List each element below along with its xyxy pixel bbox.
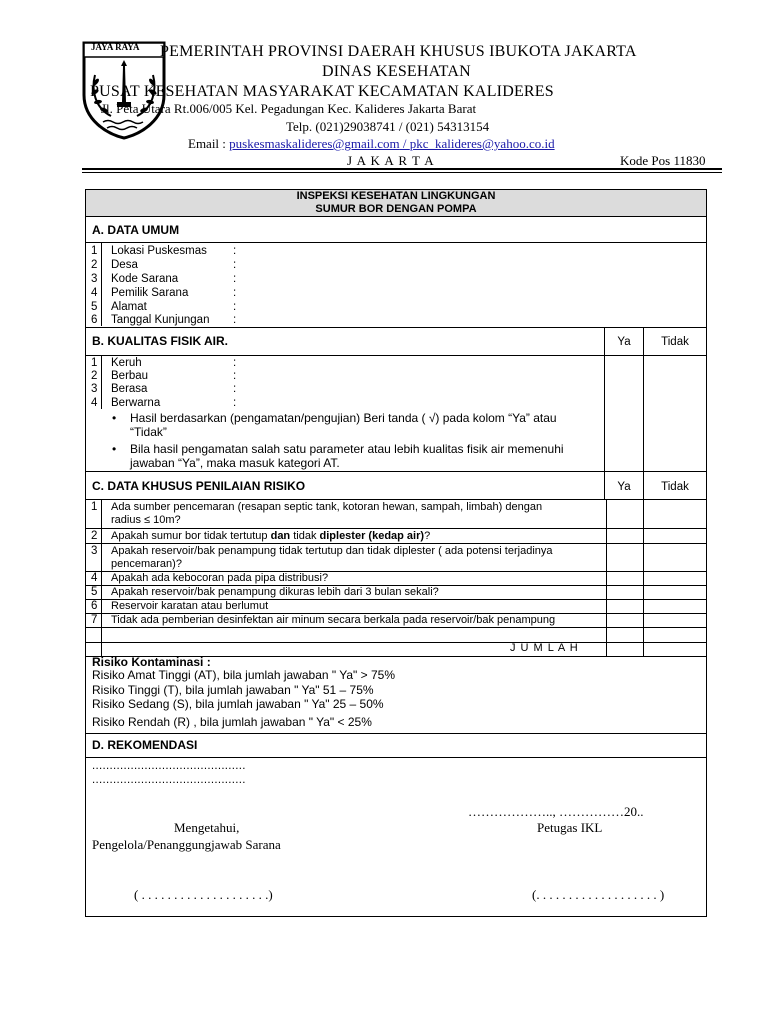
c-q2-b: dan — [270, 530, 291, 542]
rule — [86, 642, 706, 643]
c-num: 6 — [91, 600, 98, 612]
header-rule-thick — [82, 168, 722, 170]
risk-t: Risiko Tinggi (T), bila jumlah jawaban " Ya" 51 – 75% — [92, 683, 374, 697]
a-label-kode: Kode Sarana — [111, 273, 179, 285]
header-rule-thin — [82, 172, 722, 173]
email-link-gmail[interactable]: puskesmaskalideres@gmail.com — [229, 136, 400, 151]
rule — [86, 355, 706, 356]
header-city: J A K A R T A — [347, 153, 435, 168]
c-num: 5 — [91, 586, 98, 598]
signature-left: ( . . . . . . . . . . . . . . . . . . . .) — [134, 887, 273, 902]
section-b-heading: B. KUALITAS FISIK AIR. — [92, 334, 228, 348]
c-col-ya: Ya — [617, 481, 631, 493]
a-num: 4 — [91, 287, 98, 299]
b-label-berbau: Berbau — [111, 370, 149, 382]
b-note-2-line1: • Bila hasil pengamatan salah satu parameter atau lebih kualitas fisik air memenuhi — [130, 443, 564, 456]
b-col-ya: Ya — [617, 336, 631, 348]
b-note-1-line2: “Tidak” — [130, 425, 167, 439]
email-separator: / — [399, 136, 410, 151]
section-d-heading: D. REKOMENDASI — [92, 738, 198, 752]
header-phone: Telp. (021)29038741 / (021) 54313154 — [286, 119, 490, 134]
a-num: 1 — [91, 245, 98, 257]
rule — [643, 355, 644, 471]
risk-r: Risiko Rendah (R) , bila jumlah jawaban " Ya" < 25% — [92, 715, 372, 729]
header-line3: PUSAT KESEHATAN MASYARAKAT KECAMATAN KALIDERES — [90, 83, 554, 100]
a-label-lokasi: Lokasi Puskesmas — [111, 245, 207, 257]
a-num: 5 — [91, 301, 98, 313]
logo-text: JAYA RAYA — [91, 42, 140, 52]
b-note-2-line2: jawaban “Ya”, maka masuk kategori AT. — [130, 456, 340, 470]
email-label: Email : — [188, 136, 230, 151]
mengetahui-label: Mengetahui, — [174, 820, 240, 835]
c-q6: Reservoir karatan atau berlumut — [111, 600, 269, 612]
date-line: ……………….., ……………20.. — [468, 804, 644, 819]
a-colon: : — [233, 287, 237, 299]
rule — [101, 242, 102, 326]
a-colon: : — [233, 259, 237, 271]
rule — [86, 733, 706, 734]
c-num: 3 — [91, 545, 98, 557]
a-num: 3 — [91, 273, 98, 285]
d-dots-2: ............................................ — [92, 774, 246, 786]
rule — [606, 499, 607, 656]
b-colon: : — [233, 357, 237, 369]
rule — [101, 499, 102, 656]
b-colon: : — [233, 383, 237, 395]
c-q1-line2: radius ≤ 10m? — [111, 514, 181, 526]
a-colon: : — [233, 245, 237, 257]
risk-at: Risiko Amat Tinggi (AT), bila jumlah jawaban " Ya" > 75% — [92, 668, 395, 682]
b-label-berwarna: Berwarna — [111, 397, 161, 409]
c-jumlah: J U M L A H — [510, 642, 579, 654]
rule — [86, 327, 706, 328]
a-colon: : — [233, 314, 237, 326]
header-address: Jl. Peta Utara Rt.006/005 Kel. Pegadungan Kec. Kalideres Jakarta Barat — [101, 101, 477, 116]
a-num: 2 — [91, 259, 98, 271]
b-num: 2 — [91, 370, 98, 382]
c-q2 — [111, 530, 430, 543]
a-label-pemilik: Pemilik Sarana — [111, 287, 189, 299]
c-num: 2 — [91, 530, 98, 542]
c-q7: Tidak ada pemberian desinfektan air minum secara berkala pada reservoir/bak penampung — [111, 614, 556, 626]
rule — [86, 627, 706, 628]
b-label-berasa: Berasa — [111, 383, 148, 395]
b-note-1-line1: • Hasil berdasarkan (pengamatan/pengujian) Beri tanda ( √) pada kolom “Ya” atau — [130, 412, 557, 425]
petugas-label: Petugas IKL — [537, 820, 603, 835]
rule — [86, 543, 706, 544]
b-colon: : — [233, 370, 237, 382]
b-colon: : — [233, 397, 237, 409]
inspection-form — [85, 189, 707, 917]
header-postal: Kode Pos 11830 — [620, 153, 706, 168]
b-num: 1 — [91, 357, 98, 369]
form-title-1: INSPEKSI KESEHATAN LINGKUNGAN — [296, 190, 496, 202]
c-num: 4 — [91, 572, 98, 584]
rule — [86, 528, 706, 529]
email-link-yahoo[interactable]: pkc_kalideres@yahoo.co.id — [409, 136, 555, 151]
risk-s: Risiko Sedang (S), bila jumlah jawaban " Ya" 25 – 50% — [92, 697, 384, 711]
c-num: 7 — [91, 614, 98, 626]
a-colon: : — [233, 273, 237, 285]
form-title-2: SUMUR BOR DENGAN POMPA — [315, 203, 477, 215]
a-label-tanggal: Tanggal Kunjungan — [111, 314, 210, 326]
a-label-desa: Desa — [111, 259, 138, 271]
header-line2: DINAS KESEHATAN — [322, 63, 471, 80]
header-email — [188, 136, 555, 152]
b-label-keruh: Keruh — [111, 357, 142, 369]
c-q4: Apakah ada kebocoran pada pipa distribusi? — [111, 572, 329, 584]
b-col-tidak: Tidak — [661, 336, 689, 348]
c-col-tidak: Tidak — [661, 481, 689, 493]
d-dots-1: ............................................ — [92, 760, 246, 772]
c-q5: Apakah reservoir/bak penampung dikuras lebih dari 3 bulan sekali? — [111, 586, 439, 598]
rule — [643, 499, 644, 656]
b-num: 4 — [91, 397, 98, 409]
c-num: 1 — [91, 501, 98, 513]
rule — [86, 499, 706, 500]
signature-right: (. . . . . . . . . . . . . . . . . . . ) — [532, 887, 665, 902]
b-num: 3 — [91, 383, 98, 395]
a-colon: : — [233, 301, 237, 313]
rule — [86, 757, 706, 758]
rule — [101, 355, 102, 409]
rule — [86, 216, 706, 217]
c-q2-c: tidak — [290, 530, 320, 542]
section-c-heading: C. DATA KHUSUS PENILAIAN RISIKO — [92, 479, 306, 493]
c-q2-d: diplester (kedap air) — [319, 530, 425, 542]
c-q2-a: Apakah sumur bor tidak tertutup — [111, 530, 271, 542]
section-a-heading: A. DATA UMUM — [92, 223, 180, 237]
risk-heading: Risiko Kontaminasi : — [92, 655, 211, 669]
rule — [604, 355, 605, 471]
c-q3-line1: Apakah reservoir/bak penampung tidak tertutup dan tidak diplester ( ada potensi terjadinya — [111, 545, 553, 557]
a-num: 6 — [91, 314, 98, 326]
a-label-alamat: Alamat — [111, 301, 147, 313]
c-q3-line2: pencemaran)? — [111, 558, 182, 570]
rule — [86, 471, 706, 472]
rule — [86, 242, 706, 243]
c-q2-e: ? — [424, 530, 431, 542]
pengelola-label: Pengelola/Penanggungjawab Sarana — [92, 837, 281, 852]
header-line1: PEMERINTAH PROVINSI DAERAH KHUSUS IBUKOTA JAKARTA — [160, 43, 637, 60]
c-q1-line1: Ada sumber pencemaran (resapan septic tank, kotoran hewan, sampah, limbah) dengan — [111, 501, 543, 513]
